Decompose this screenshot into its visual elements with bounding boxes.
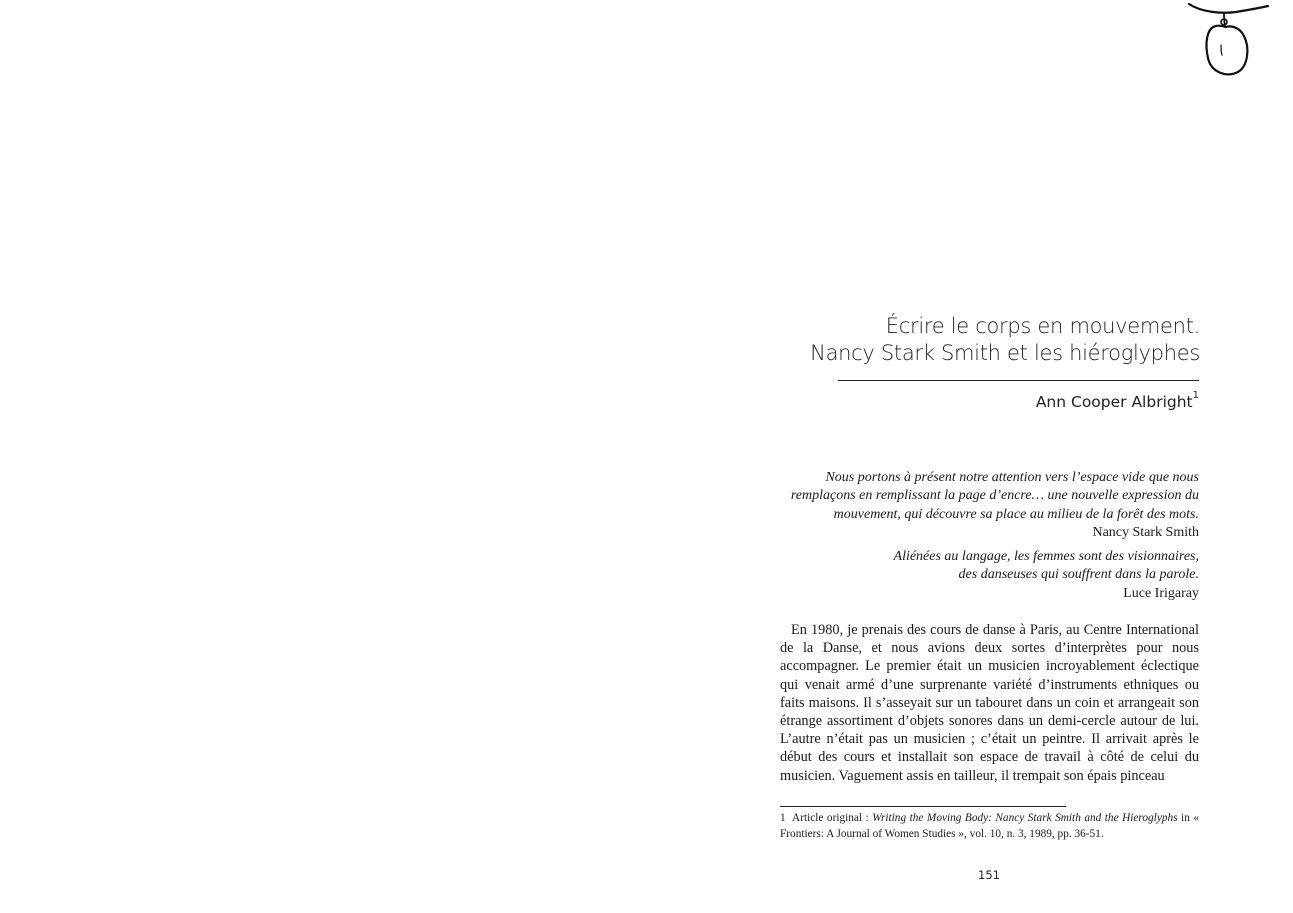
epigraph-2-quote-line-1: Aliénées au langage, les femmes sont des visionnaires,: [893, 549, 1199, 564]
epigraph-2-quote-line-2: des danseuses qui souffrent dans la parole.: [958, 567, 1199, 583]
footnote-source-title: Writing the Moving Body: Nancy Stark Smith and the Hieroglyphs: [872, 812, 1178, 824]
epigraph-1-attribution: Nancy Stark Smith: [1092, 524, 1199, 540]
footnote: [780, 810, 1199, 842]
title-line-1: Écrire le corps en mouvement.: [885, 314, 1200, 338]
epigraph-1-quote-line-2: remplaçons en remplissant la page d’encre… une nouvelle expression du: [790, 488, 1199, 504]
author-footnote-ref[interactable]: 1: [1192, 390, 1199, 401]
footnote-number: 1: [780, 812, 786, 824]
hanging-fruit-logo-icon: [1186, 0, 1270, 80]
article-title: [780, 313, 1200, 367]
epigraph-1-quote-line-3: mouvement, qui découvre sa place au milieu de la forêt des mots.: [833, 506, 1199, 522]
epigraph-2: [780, 548, 1199, 603]
epigraph-2-attribution: Luce Irigaray: [1123, 585, 1199, 601]
author-text: Ann Cooper Albright: [1035, 393, 1193, 411]
page-number: 151: [978, 868, 1000, 882]
author-name: [900, 390, 1199, 411]
footnote-suffix: in « Frontiers: A Journal of Women Studies », vol. 10, n. 3, 1989, pp. 36-51.: [780, 812, 1199, 840]
title-line-2: Nancy Stark Smith et les hiéroglyphes: [810, 341, 1200, 365]
body-paragraph: En 1980, je prenais des cours de danse à Paris, au Centre International de la Danse, et nous avions deux sortes d’interprètes pour nous accompagner. Le premier était un musicien incroyablement éclectique qui venait armé d’une surprenante variété d’instruments ethniques ou faits maisons. Il s’asseyait sur un tabouret dans un coin et arrangeait son étrange assortiment d’objets sonores dans un demi-cercle autour de lui. L’autre n’était pas un musicien ; c’était un peintre. Il arrivait après le début des cours et installait son espace de travail à côté de celui du musicien. Vaguement assis en tailleur, il trempait son épais pinceau: [780, 622, 1199, 784]
footnote-divider: [780, 806, 1066, 807]
footnote-prefix: Article original :: [792, 812, 873, 824]
title-divider: [838, 380, 1199, 381]
epigraph-1-quote-line-1: Nous portons à présent notre attention vers l’espace vide que nous: [825, 470, 1199, 485]
epigraph-1: [780, 469, 1199, 542]
